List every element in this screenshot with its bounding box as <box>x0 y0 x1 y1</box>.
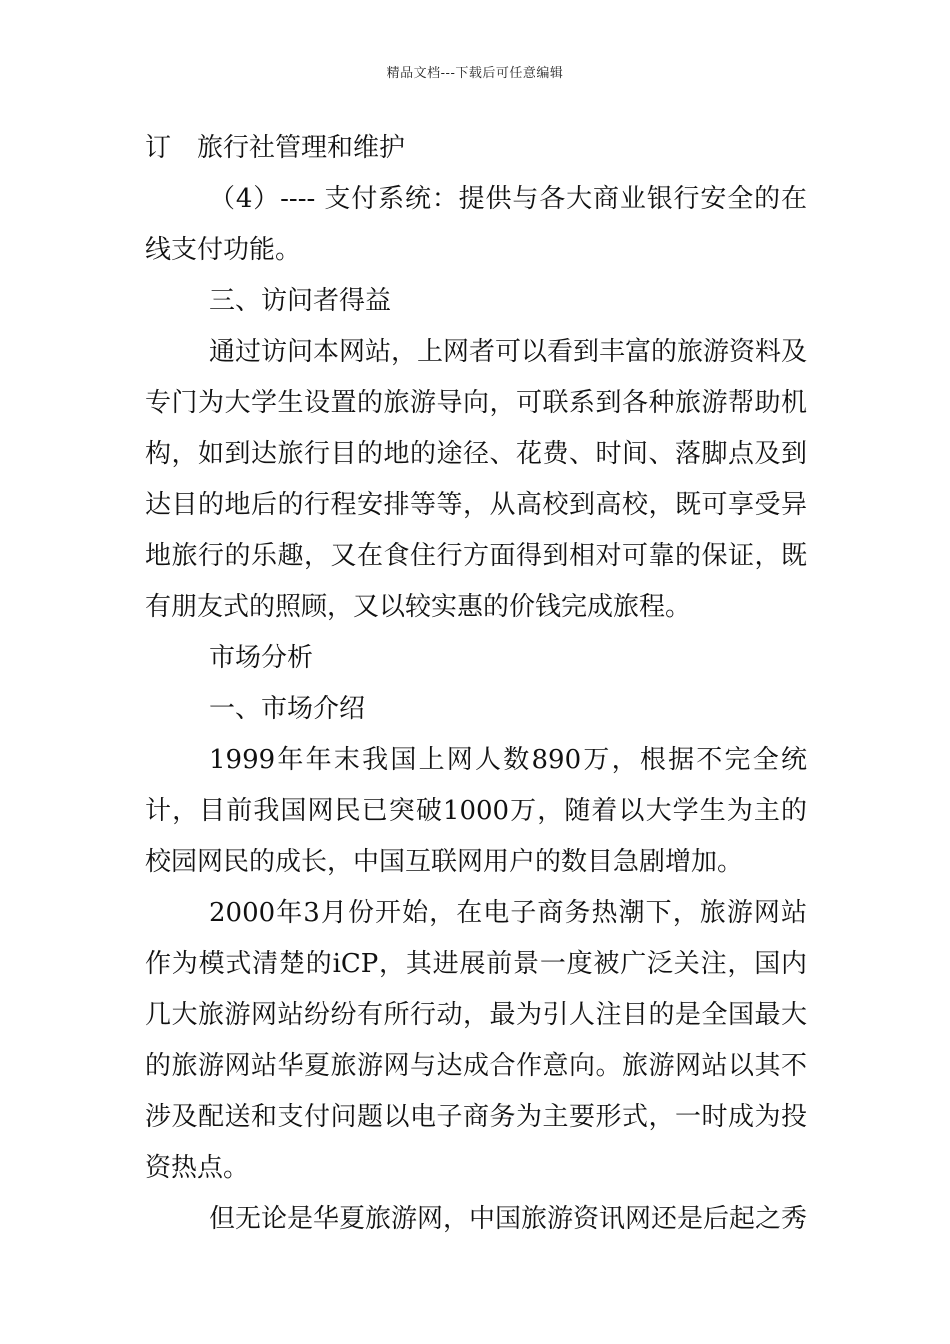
paragraph-travel-websites: 2000年3月份开始，在电子商务热潮下，旅游网站作为模式清楚的iCP，其进展前景一度被广泛关注，国内几大旅游网站纷纷有所行动，最为引人注目的是全国最大的旅游网站华夏旅游网与达成合作意向。旅游网站以其不涉及配送和支付问题以电子商务为主要形式，一时成为投资热点。 <box>145 898 807 1183</box>
paragraph-internet-users: 1999年年末我国上网人数890万，根据不完全统计，目前我国网民已突破1000万，随着以大学生为主的校园网民的成长，中国互联网用户的数目急剧增加。 <box>145 745 807 877</box>
section-heading-market-analysis: 市场分析 <box>209 643 314 673</box>
paragraph-visitor-benefits: 通过访问本网站，上网者可以看到丰富的旅游资料及专门为大学生设置的旅游导向，可联系到各种旅游帮助机构，如到达旅行目的地的途径、花费、时间、落脚点及到达目的地后的行程安排等等，从高校到高校，既可享受异地旅行的乐趣，又在食住行方面得到相对可靠的保证，既有朋友式的照顾，又以较实惠的价钱完成旅程。 <box>145 337 808 622</box>
section-heading-visitor-benefits: 三、访问者得益 <box>209 286 392 316</box>
paragraph-continued-comparison: 但无论是华夏旅游网，中国旅游资讯网还是后起之秀 <box>209 1204 808 1234</box>
page-header: 精品文档---下载后可任意编辑 <box>386 66 564 81</box>
section-heading-market-intro: 一、市场介绍 <box>209 694 366 724</box>
document-body <box>145 123 807 1245</box>
paragraph-payment-system: （4）---- 支付系统：提供与各大商业银行安全的在线支付功能。 <box>145 184 807 265</box>
paragraph-continued-item: 订 旅行社管理和维护 <box>145 133 406 163</box>
